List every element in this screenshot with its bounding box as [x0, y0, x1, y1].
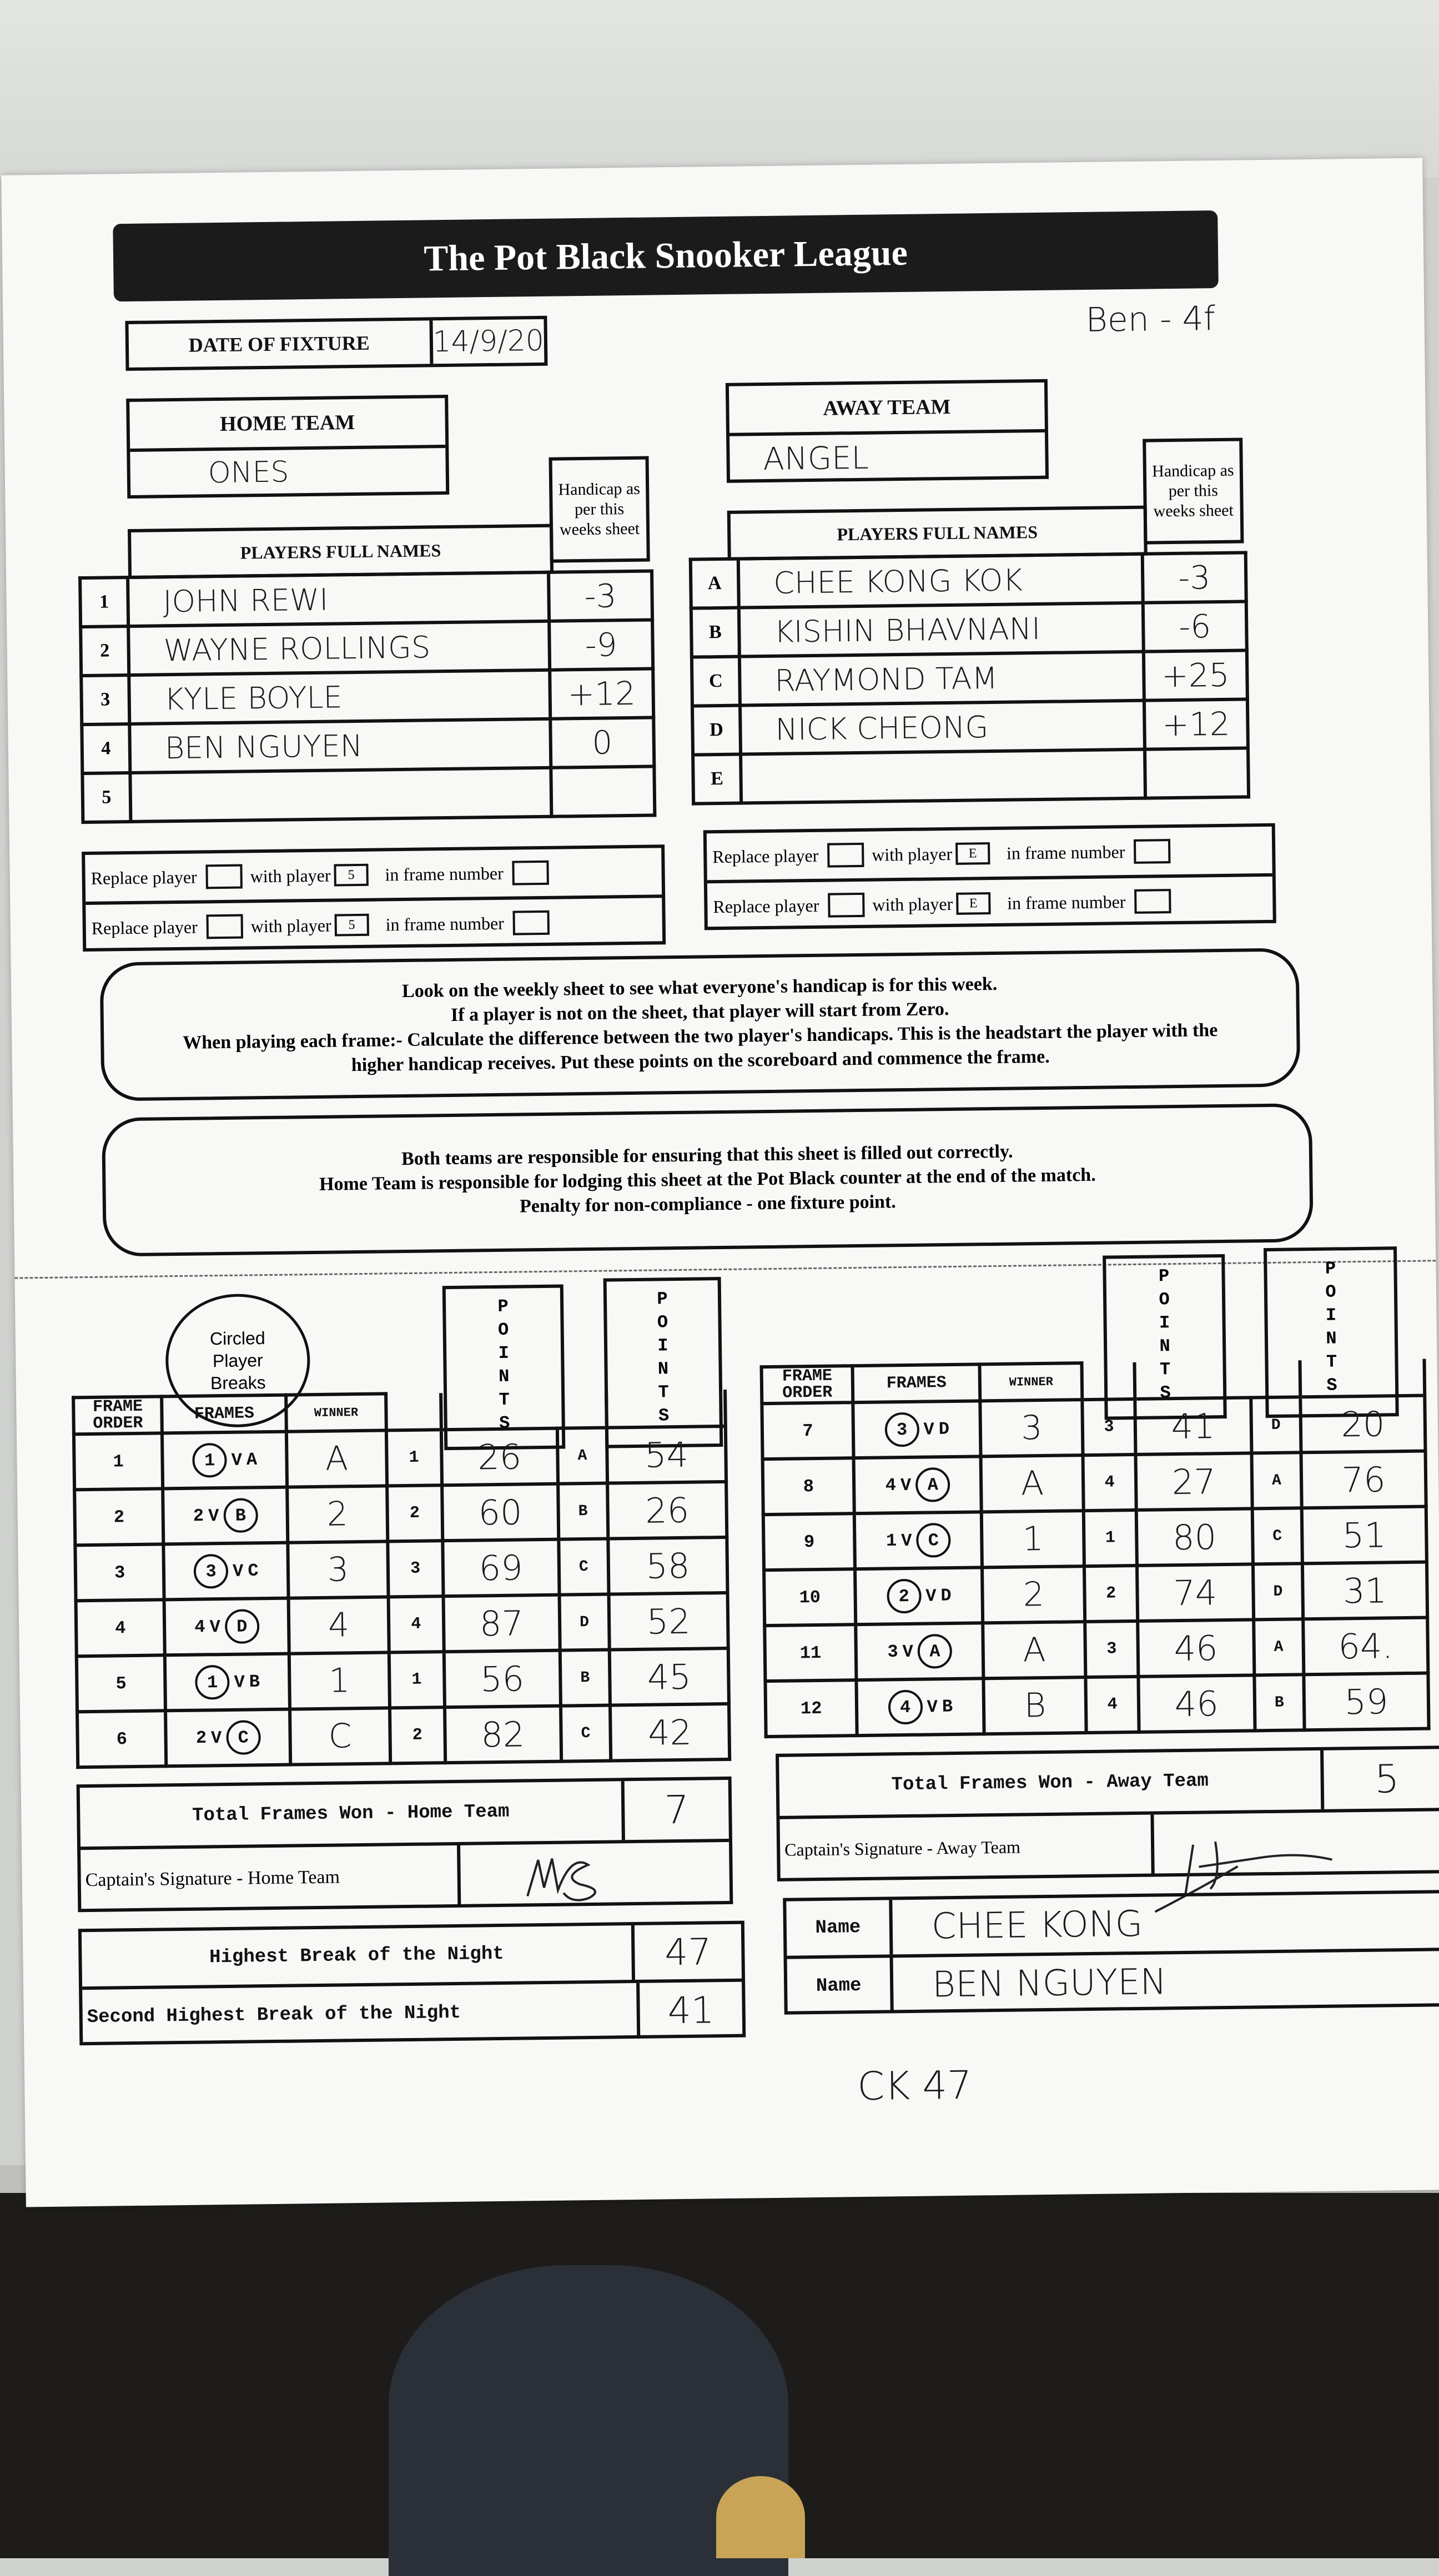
frame-label: in frame number — [1007, 891, 1126, 913]
frame-away-player-code: B — [558, 1483, 608, 1539]
frame-winner: A — [981, 1455, 1084, 1512]
frame-matchup — [162, 1432, 287, 1489]
note-line: higher handicap receives. Put these points on the scoreboard and commence the frame. — [351, 1046, 1050, 1076]
frame-order-header: FRAME ORDER — [73, 1396, 162, 1434]
frame-matchup — [857, 1678, 984, 1735]
versus: V — [902, 1641, 914, 1662]
frame-order: 7 — [762, 1402, 854, 1459]
home-signature-scribble — [460, 1842, 627, 1905]
with-label: with player — [250, 915, 331, 936]
replace-label: Replace player — [713, 895, 819, 917]
versus: V — [208, 1505, 219, 1526]
player-row — [691, 552, 1246, 608]
points-header-letter: I — [1325, 1305, 1337, 1326]
frame-home-player-code: 1 — [389, 1652, 445, 1708]
frame-box[interactable] — [1134, 839, 1171, 864]
frame-box[interactable] — [1134, 889, 1171, 914]
versus: V — [900, 1530, 912, 1551]
home-team-name: ONES — [208, 455, 289, 490]
home-frames-won-value: 7 — [663, 1787, 690, 1833]
versus: V — [900, 1475, 912, 1496]
away-replace-box — [703, 823, 1276, 930]
replace-box[interactable] — [827, 843, 864, 868]
home-handicap-header: Handicap as per this weeks sheet — [549, 456, 650, 563]
player-name: KISHIN BHAVNANI — [739, 603, 1144, 657]
frame-row — [75, 1537, 727, 1601]
player-handicap: -9 — [549, 620, 653, 670]
with-code: 5 — [334, 864, 368, 887]
frame-order: 10 — [764, 1569, 856, 1626]
frame-away-player-code: A — [1254, 1619, 1304, 1675]
points-header-letter: O — [1159, 1289, 1170, 1310]
frame-away-player: D — [224, 1609, 259, 1644]
player-name: KYLE BOYLE — [129, 670, 550, 724]
frame-order: 6 — [77, 1710, 167, 1767]
second-break-label: Second Highest Break of the Night — [82, 1983, 640, 2045]
frame-label: in frame number — [1006, 841, 1125, 863]
player-handicap — [1145, 748, 1249, 798]
frame-home-player-code: 1 — [1084, 1510, 1137, 1566]
with-label: with player — [250, 865, 331, 886]
frame-away-points: 26 — [607, 1482, 727, 1539]
frame-winner: 3 — [980, 1400, 1083, 1456]
frame-winner: 1 — [289, 1652, 389, 1709]
bottom-note: CK 47 — [857, 2062, 972, 2110]
frame-row — [77, 1704, 729, 1767]
points-header-letter: P — [497, 1296, 509, 1317]
away-captain-label: Captain's Signature - Away Team — [779, 1815, 1154, 1880]
versus: V — [925, 1585, 937, 1607]
frame-home-player: 2 — [195, 1727, 207, 1749]
player-handicap: 0 — [550, 717, 654, 767]
frame-home-player-code: 4 — [388, 1596, 444, 1652]
player-handicap — [551, 766, 655, 816]
home-replace-row-2 — [85, 898, 662, 952]
frame-home-points: 26 — [441, 1428, 558, 1486]
player-name — [741, 749, 1145, 803]
winner-header: WINNER — [980, 1363, 1083, 1401]
player-row — [82, 717, 654, 773]
frame-matchup — [163, 1487, 288, 1544]
league-title: The Pot Black Snooker League — [113, 210, 1219, 301]
points-header-letter: I — [1159, 1312, 1170, 1334]
points-header-letter: N — [1326, 1328, 1337, 1349]
frame-matchup — [853, 1401, 981, 1458]
player-row — [692, 699, 1248, 754]
home-captain-label: Captain's Signature - Home Team — [80, 1845, 461, 1911]
player-name — [130, 768, 551, 822]
frame-home-player: 3 — [194, 1554, 229, 1589]
frame-matchup — [164, 1543, 289, 1600]
away-team-name: ANGEL — [763, 440, 869, 478]
player-row — [692, 650, 1247, 706]
versus: V — [232, 1561, 244, 1582]
frame-label: in frame number — [385, 863, 504, 884]
player-row — [80, 571, 652, 627]
with-label: with player — [872, 843, 953, 865]
frame-away-points: 76 — [1301, 1451, 1426, 1508]
home-team-box — [126, 395, 449, 499]
player-number: 3 — [81, 675, 129, 724]
points-header-letter: O — [497, 1319, 509, 1340]
highest-break-label: Highest Break of the Night — [82, 1925, 635, 1986]
frame-away-player-code: B — [1254, 1674, 1305, 1730]
home-replace-box — [82, 844, 666, 952]
frame-home-points: 69 — [442, 1539, 559, 1597]
player-handicap: -3 — [549, 571, 652, 621]
versus: V — [209, 1616, 221, 1637]
frame-home-player-code: 3 — [1083, 1399, 1136, 1455]
name-label: Name — [787, 1958, 894, 2014]
frame-home-player-code: 2 — [387, 1485, 443, 1541]
frame-home-player: 3 — [887, 1641, 898, 1662]
frame-away-player: A — [246, 1449, 258, 1471]
player-row — [80, 620, 653, 676]
points-header-letter: O — [1325, 1281, 1336, 1302]
frame-away-points: 31 — [1302, 1562, 1427, 1619]
versus: V — [927, 1696, 938, 1718]
frame-row — [74, 1426, 726, 1490]
points-header-letter: S — [1326, 1375, 1337, 1396]
player-handicap: -3 — [1143, 552, 1246, 602]
responsibility-notes — [102, 1103, 1314, 1257]
frame-home-player-code: 2 — [390, 1707, 446, 1763]
player-name: BEN NGUYEN — [129, 719, 551, 773]
note-line: Home Team is responsible for lodging this sheet at the Pot Black counter at the end of the match. — [319, 1164, 1096, 1195]
frame-away-points: 64. — [1303, 1618, 1428, 1675]
frame-away-player-code: D — [1253, 1563, 1304, 1619]
points-header-letter: S — [499, 1412, 510, 1433]
score-sheet — [1, 158, 1439, 2207]
away-frames-won-value: 5 — [1374, 1756, 1400, 1802]
frame-away-player: A — [917, 1634, 952, 1669]
note-line: Both teams are responsible for ensuring that this sheet is filled out correctly. — [401, 1141, 1013, 1170]
frames-header: FRAMES — [162, 1395, 287, 1433]
away-replace-row-2 — [707, 877, 1273, 930]
player-name: WAYNE ROLLINGS — [128, 621, 550, 675]
frame-home-points: 80 — [1136, 1508, 1253, 1566]
frame-winner: B — [984, 1677, 1086, 1734]
frame-matchup — [854, 1512, 982, 1569]
player-handicap: -6 — [1143, 601, 1247, 651]
frame-home-player-code: 4 — [1083, 1455, 1136, 1511]
replace-box[interactable] — [828, 893, 865, 918]
frame-away-player: D — [940, 1585, 952, 1606]
away-totals-box — [776, 1745, 1439, 1881]
home-frames-won-label: Total Frames Won - Home Team — [80, 1781, 625, 1847]
points-header-letter: N — [1159, 1336, 1170, 1357]
away-captain-signature — [1154, 1842, 1439, 1845]
frame-winner: 1 — [982, 1511, 1084, 1567]
frame-home-points: 87 — [443, 1595, 560, 1652]
with-code: E — [955, 842, 990, 865]
frame-order: 3 — [75, 1544, 164, 1601]
breaks-box — [78, 1921, 746, 2046]
frame-away-player-code: D — [1251, 1397, 1301, 1453]
break-name-row-2 — [787, 1951, 1439, 2015]
frame-box[interactable] — [512, 861, 549, 886]
player-number: E — [693, 754, 741, 804]
frame-home-points: 41 — [1135, 1397, 1251, 1455]
frames-table-left — [72, 1388, 731, 1769]
frame-home-player: 2 — [193, 1505, 204, 1527]
player-number: A — [691, 559, 739, 608]
away-team-box — [726, 379, 1049, 483]
frame-order: 11 — [764, 1624, 857, 1681]
home-captain-signature — [460, 1840, 729, 1908]
note-line: When playing each frame:- Calculate the difference between the two player's handicaps. This is the headstart the player with the — [182, 1020, 1218, 1053]
points-header-letter: I — [657, 1335, 668, 1356]
player-number: B — [691, 608, 739, 657]
player-name: NICK CHEONG — [740, 701, 1145, 754]
frame-home-player-code: 1 — [386, 1430, 442, 1486]
frame-home-player: 4 — [194, 1616, 205, 1638]
frame-away-player: B — [223, 1498, 258, 1533]
away-team-label: AWAY TEAM — [729, 383, 1045, 436]
frame-home-points: 46 — [1138, 1619, 1254, 1677]
frame-away-player: A — [915, 1467, 950, 1502]
home-totals-box — [77, 1777, 733, 1912]
frame-away-points: 20 — [1300, 1396, 1425, 1453]
frame-winner: 2 — [288, 1486, 388, 1542]
versus: V — [231, 1450, 243, 1471]
frame-home-player: 1 — [885, 1530, 897, 1551]
away-players-table — [689, 551, 1250, 805]
frame-away-points: 45 — [610, 1648, 729, 1705]
frame-home-player: 2 — [887, 1579, 922, 1614]
away-frames-won-label: Total Frames Won - Away Team — [779, 1750, 1324, 1816]
frame-home-points: 56 — [444, 1651, 561, 1708]
frame-winner: A — [983, 1622, 1086, 1678]
frame-home-player-code: 2 — [1084, 1566, 1138, 1622]
frame-home-points: 60 — [442, 1484, 559, 1541]
frame-order: 4 — [76, 1599, 165, 1656]
frame-matchup — [165, 1654, 290, 1711]
frames-header: FRAMES — [853, 1364, 980, 1402]
frame-order: 1 — [74, 1433, 163, 1490]
frame-row — [74, 1482, 727, 1545]
points-header-letter: P — [1325, 1258, 1336, 1279]
frame-matchup — [854, 1456, 982, 1513]
frame-home-points: 74 — [1137, 1564, 1254, 1621]
frame-row — [763, 1507, 1427, 1571]
points-header-letter: P — [657, 1289, 668, 1310]
frame-away-player-code: C — [1252, 1508, 1302, 1564]
player-row — [691, 601, 1247, 657]
away-handicap-header: Handicap as per this weeks sheet — [1143, 437, 1244, 544]
background-wall — [0, 0, 1439, 178]
fixture-date-label: DATE OF FIXTURE — [129, 320, 433, 368]
replace-label: Replace player — [712, 845, 819, 867]
frame-home-player-code: 3 — [1085, 1621, 1139, 1677]
home-frames-won-row — [80, 1780, 729, 1850]
home-replace-row-1 — [85, 848, 662, 905]
frame-away-player-code: B — [560, 1650, 610, 1706]
note-line: If a player is not on the sheet, that player will start from Zero. — [450, 999, 949, 1025]
points-header-letter: N — [498, 1366, 510, 1387]
versus: V — [210, 1727, 222, 1748]
replace-label: Replace player — [91, 917, 198, 938]
replace-box[interactable] — [205, 864, 243, 889]
frame-away-points: 59 — [1304, 1673, 1428, 1730]
versus: V — [923, 1418, 934, 1440]
frame-away-points: 58 — [608, 1537, 727, 1594]
points-header-letter: T — [658, 1382, 669, 1403]
frame-matchup — [855, 1567, 983, 1624]
home-team-label: HOME TEAM — [129, 398, 445, 452]
frame-away-points: 52 — [609, 1593, 728, 1650]
points-header-letter: I — [498, 1342, 510, 1364]
corner-note: Ben - 4f — [1085, 299, 1216, 340]
frame-away-player-code: C — [559, 1539, 609, 1595]
player-handicap: +12 — [550, 668, 653, 718]
break-name-1: CHEE KONG — [931, 1903, 1143, 1948]
home-players-table — [78, 569, 656, 824]
points-header-letter: P — [1158, 1266, 1170, 1287]
frame-row — [77, 1648, 729, 1712]
frame-home-player: 1 — [192, 1443, 227, 1478]
break-names-box — [783, 1890, 1439, 2015]
highest-break-row — [82, 1924, 742, 1990]
away-captain-row — [779, 1811, 1439, 1880]
points-header-letter: O — [657, 1312, 668, 1333]
points-header-letter: T — [499, 1389, 510, 1410]
away-replace-row-1 — [707, 827, 1272, 883]
frame-away-player-code: C — [561, 1705, 611, 1762]
frame-home-points: 82 — [445, 1706, 561, 1763]
frame-winner: C — [290, 1708, 390, 1764]
player-name: CHEE KONG KOK — [738, 554, 1143, 608]
frame-matchup — [856, 1623, 984, 1680]
frame-home-player: 3 — [884, 1412, 919, 1447]
player-number: 2 — [80, 626, 129, 676]
frame-home-player: 4 — [888, 1690, 923, 1725]
break-name-2: BEN NGUYEN — [932, 1961, 1167, 2006]
replace-label: Replace player — [90, 867, 197, 888]
player-name: RAYMOND TAM — [739, 652, 1144, 706]
versus: V — [234, 1672, 245, 1693]
frame-home-player: 1 — [195, 1665, 230, 1700]
frame-matchup — [164, 1598, 289, 1656]
shoe-accent — [716, 2476, 805, 2558]
handicap-instructions — [100, 948, 1301, 1101]
frame-order: 8 — [763, 1458, 855, 1515]
second-break-row — [82, 1982, 742, 2046]
name-label: Name — [786, 1900, 893, 1955]
frame-winner: 2 — [982, 1566, 1085, 1623]
frame-away-points: 54 — [607, 1426, 726, 1483]
frame-order-header: FRAME ORDER — [762, 1366, 853, 1403]
frame-row — [764, 1562, 1427, 1626]
replace-box[interactable] — [207, 914, 244, 939]
home-captain-row — [80, 1842, 729, 1911]
frame-matchup — [165, 1709, 290, 1767]
frame-order: 12 — [765, 1680, 857, 1737]
frame-home-player-code: 3 — [388, 1541, 444, 1597]
second-break-value: 41 — [667, 1988, 715, 2032]
frame-away-player-code: A — [557, 1428, 608, 1484]
note-line: Penalty for non-compliance - one fixture point. — [519, 1191, 897, 1217]
frame-away-player-code: D — [559, 1594, 610, 1651]
away-frames-won-row — [779, 1749, 1439, 1819]
frame-row — [76, 1593, 728, 1656]
player-row — [693, 748, 1249, 803]
winner-header: WINNER — [286, 1393, 386, 1431]
frame-away-player-code: A — [1251, 1452, 1302, 1508]
frame-away-points: 51 — [1302, 1507, 1427, 1564]
home-names-header: PLAYERS FULL NAMES — [128, 524, 554, 579]
with-code: 5 — [334, 914, 369, 937]
player-number: C — [692, 657, 740, 706]
fixture-date-box — [125, 316, 547, 371]
frame-home-points: 27 — [1135, 1453, 1252, 1510]
frame-winner: 4 — [289, 1597, 389, 1653]
with-label: with player — [872, 893, 953, 915]
frame-home-player-code: 4 — [1086, 1677, 1139, 1733]
player-number: 4 — [82, 724, 130, 773]
points-header-letter: N — [657, 1359, 669, 1380]
circled-player-breaks-note: Circled Player Breaks — [165, 1293, 311, 1428]
player-number: 5 — [82, 773, 130, 822]
points-header-letter: S — [1160, 1382, 1171, 1403]
frames-table-right — [759, 1357, 1430, 1739]
player-number: D — [692, 706, 741, 755]
points-header-letter: T — [1326, 1351, 1337, 1372]
break-name-row-1 — [786, 1893, 1439, 1959]
frame-home-player: 4 — [885, 1475, 897, 1496]
frame-home-points: 46 — [1138, 1675, 1255, 1732]
frame-away-player: C — [248, 1560, 259, 1582]
frame-row — [763, 1451, 1426, 1515]
player-name: JOHN REWI — [128, 572, 549, 626]
player-handicap: +12 — [1144, 699, 1248, 749]
frame-row — [762, 1396, 1425, 1460]
points-header-letter: T — [1159, 1359, 1171, 1380]
frame-away-points: 42 — [610, 1704, 729, 1761]
frame-order: 9 — [763, 1513, 856, 1570]
frame-away-player: D — [938, 1418, 950, 1440]
fixture-date-value: 14/9/20 — [432, 324, 545, 359]
frame-away-player: C — [916, 1523, 951, 1558]
player-handicap: +25 — [1144, 650, 1247, 700]
frame-order: 2 — [74, 1488, 164, 1545]
with-code: E — [956, 892, 990, 915]
frame-label: in frame number — [385, 913, 505, 934]
frame-winner: 3 — [288, 1541, 388, 1598]
frame-row — [765, 1673, 1428, 1737]
points-header-letter: S — [658, 1405, 670, 1426]
away-names-header: PLAYERS FULL NAMES — [727, 506, 1148, 561]
frame-away-player: B — [942, 1696, 953, 1717]
player-row — [82, 766, 655, 822]
player-number: 1 — [80, 577, 128, 627]
frame-winner: A — [286, 1430, 386, 1487]
note-line: Look on the weekly sheet to see what everyone's handicap is for this week. — [401, 973, 998, 1002]
frame-order: 5 — [77, 1655, 166, 1712]
frame-away-player: B — [249, 1671, 260, 1692]
highest-break-value: 47 — [664, 1930, 712, 1974]
frame-box[interactable] — [513, 910, 550, 935]
frame-row — [764, 1618, 1428, 1682]
player-row — [81, 668, 653, 724]
frame-away-player: C — [226, 1720, 261, 1755]
